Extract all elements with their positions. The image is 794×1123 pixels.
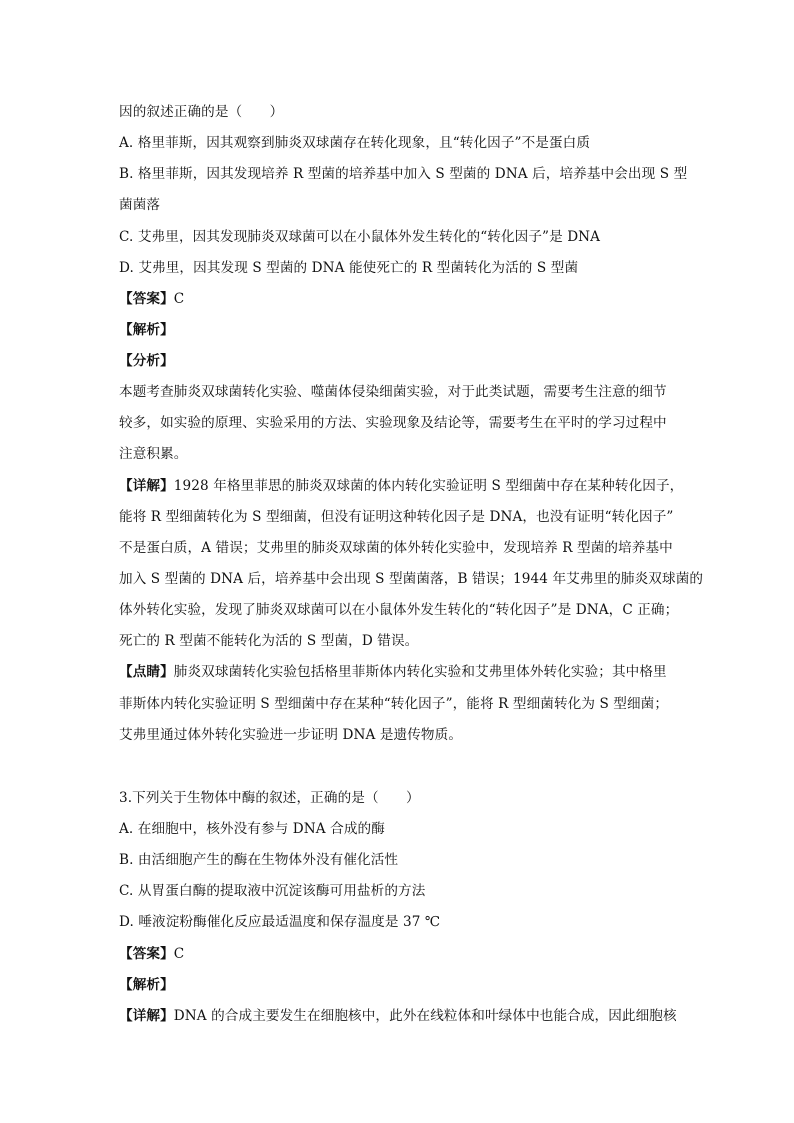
fenxi-line: 较多，如实验的原理、实验采用的方法、实验现象及结论等，需要考生在平时的学习过程中 <box>119 415 667 431</box>
detail-tag: 【详解】 <box>119 1008 174 1024</box>
answer-value: C <box>173 946 185 962</box>
detail-first-line: 1928 年格里菲思的肺炎双球菌的体内转化实验证明 S 型细菌中存在某种转化因子， <box>173 478 684 494</box>
analysis-tag: 【解析】 <box>119 977 174 993</box>
question-2-fenxi-heading <box>119 351 679 371</box>
question-3-option-c: C. 从胃蛋白酶的提取液中沉淀该酶可用盐析的方法 <box>119 883 426 899</box>
detail-line: 能将 R 型细菌转化为 S 型细菌，但没有证明这种转化因子是 DNA，也没有证明“转化因子” <box>119 509 674 525</box>
question-2-stem-tail: 因的叙述正确的是（ ） <box>119 104 284 120</box>
question-2-option-b-cont: 菌菌落 <box>119 197 161 213</box>
detail-line: 不是蛋白质，A 错误；艾弗里的肺炎双球菌的体外转化实验中，发现培养 R 型菌的培养基中 <box>119 540 673 556</box>
detail-tag: 【详解】 <box>119 478 174 494</box>
question-2-option-b: B. 格里菲斯，因其发现培养 R 型菌的培养基中加入 S 型菌的 DNA 后，培养基中会出现 S 型 <box>119 166 688 182</box>
detail-line: 死亡的 R 型菌不能转化为活的 S 型菌，D 错误。 <box>119 633 419 649</box>
comment-tag: 【点睛】 <box>119 664 174 680</box>
question-2-answer <box>119 289 679 309</box>
answer-value: C <box>173 291 185 307</box>
answer-tag: 【答案】 <box>119 291 174 307</box>
question-3-stem: 3.下列关于生物体中酶的叙述，正确的是（ ） <box>119 790 420 806</box>
fenxi-tag: 【分析】 <box>119 353 174 369</box>
comment-line: 艾弗里通过体外转化实验进一步证明 DNA 是遗传物质。 <box>119 727 463 743</box>
fenxi-line: 注意积累。 <box>119 446 188 462</box>
comment-first-line: 肺炎双球菌转化实验包括格里菲斯体内转化实验和艾弗里体外转化实验；其中格里 <box>173 664 667 680</box>
detail-first-line: DNA 的合成主要发生在细胞核中，此外在线粒体和叶绿体中也能合成，因此细胞核 <box>173 1008 677 1024</box>
analysis-tag: 【解析】 <box>119 322 174 338</box>
question-3-option-a: A. 在细胞中，核外没有参与 DNA 合成的酶 <box>119 821 385 837</box>
fenxi-line: 本题考查肺炎双球菌转化实验、噬菌体侵染细菌实验，对于此类试题，需要考生注意的细节 <box>119 384 667 400</box>
question-3-option-b: B. 由活细胞产生的酶在生物体外没有催化活性 <box>119 852 399 868</box>
question-2-comment <box>119 662 679 682</box>
question-3-detail <box>119 1006 679 1026</box>
detail-line: 加入 S 型菌的 DNA 后，培养基中会出现 S 型菌菌落，B 错误；1944 年艾弗里的肺炎双球菌的 <box>119 571 704 587</box>
detail-line: 体外转化实验，发现了肺炎双球菌可以在小鼠体外发生转化的“转化因子”是 DNA，C 正确； <box>119 602 679 618</box>
question-3-option-d: D. 唾液淀粉酶催化反应最适温度和保存温度是 37 ℃ <box>119 914 441 930</box>
question-2-detail <box>119 476 684 496</box>
question-2-analysis-heading <box>119 320 679 340</box>
question-2-option-a: A. 格里菲斯，因其观察到肺炎双球菌存在转化现象，且“转化因子”不是蛋白质 <box>119 135 591 151</box>
answer-tag: 【答案】 <box>119 946 174 962</box>
comment-line: 菲斯体内转化实验证明 S 型细菌中存在某种“转化因子”，能将 R 型细菌转化为 S 型细菌； <box>119 696 669 712</box>
question-3-answer <box>119 944 679 964</box>
question-2-option-d: D. 艾弗里，因其发现 S 型菌的 DNA 能使死亡的 R 型菌转化为活的 S 型菌 <box>119 260 579 276</box>
question-2-option-c: C. 艾弗里，因其发现肺炎双球菌可以在小鼠体外发生转化的“转化因子”是 DNA <box>119 229 601 245</box>
question-3-analysis-heading <box>119 975 679 995</box>
